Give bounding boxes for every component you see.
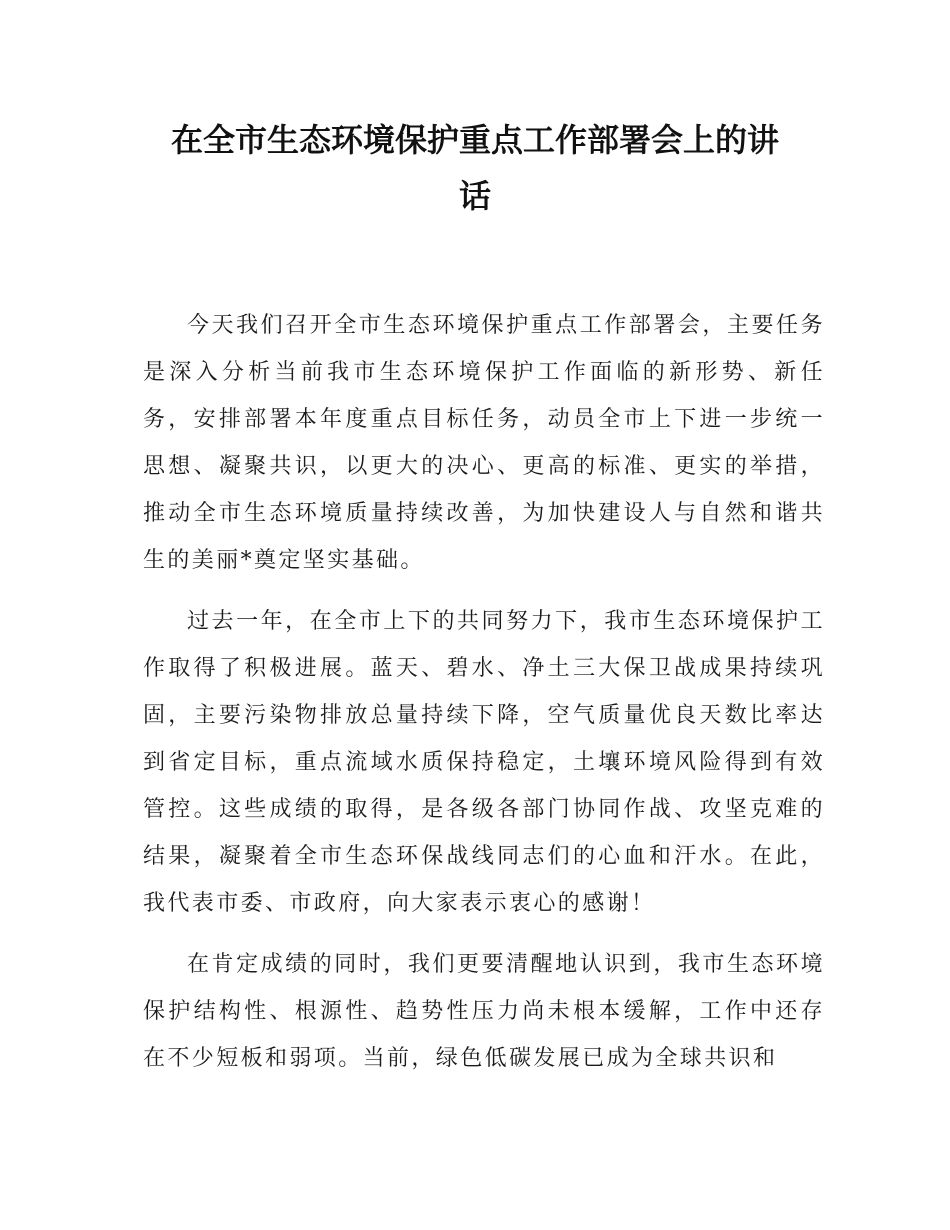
document-body: [143, 302, 825, 1096]
paragraph-challenges: 在肯定成绩的同时，我们更要清醒地认识到，我市生态环境保护结构性、根源性、趋势性压力尚未根本缓解，工作中还存在不少短板和弱项。当前，绿色低碳发展已成为全球共识和: [143, 952, 825, 1071]
paragraph-intro: 今天我们召开全市生态环境保护重点工作部署会，主要任务是深入分析当前我市生态环境保护工作面临的新形势、新任务，安排部署本年度重点目标任务，动员全市上下进一步统一思想、凝聚共识，以更大的决心、更高的标准、更实的举措，推动全市生态环境质量持续改善，为加快建设人与自然和谐共生的美丽*奠定坚实基础。: [143, 313, 825, 573]
document-title-line-1: 在全市生态环境保护重点工作部署会上的讲: [170, 121, 779, 159]
document-title-line-2: 话: [458, 177, 491, 215]
document-title: [0, 112, 950, 224]
paragraph-achievements: 过去一年，在全市上下的共同努力下，我市生态环境保护工作取得了积极进展。蓝天、碧水、净土三大保卫战成果持续巩固，主要污染物排放总量持续下降，空气质量优良天数比率达到省定目标，重点流域水质保持稳定，土壤环境风险得到有效管控。这些成绩的取得，是各级各部门协同作战、攻坚克难的结果，凝聚着全市生态环保战线同志们的心血和汗水。在此，我代表市委、市政府，向大家表示衷心的感谢！: [143, 609, 825, 916]
